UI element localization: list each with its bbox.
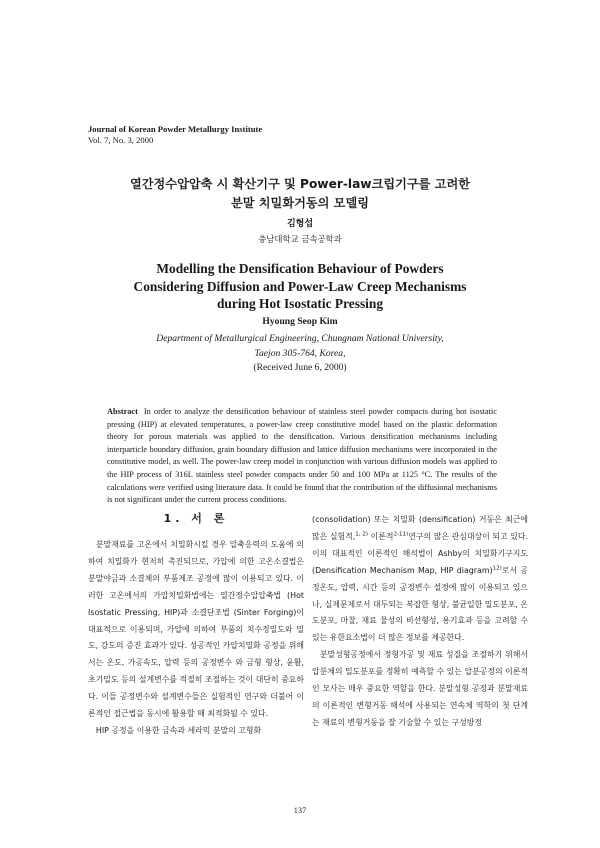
journal-volume: Vol. 7, No. 3, 2000	[88, 135, 154, 145]
reference-1: 1, 2)	[355, 531, 369, 538]
english-title-line3: during Hot Isostatic Pressing	[216, 296, 384, 311]
right-p1-part-d: 로서 공정온도, 압력, 시간 등의 공정변수 설정에 많이 이용되고 있으나, 실제문제로서 대두되는 복잡한 형상, 불균일한 밀도분포, 온도분포, 마찰, 재료 물성의 비선형성, 용기효과 등을 고려할 수 있는 유한요소법이 더 많은 정보를 제공한다.	[312, 565, 528, 643]
right-p1-part-c: 연구의 많은 관심대상이 되고 있다. 이의 대표적인 이론적인 해석법이 Ashby의 치밀화기구지도 (Densification Mechanism Map, HIP diagram)	[312, 531, 528, 575]
reference-3: 12)	[492, 565, 502, 572]
left-column	[88, 537, 304, 740]
right-column	[312, 512, 528, 732]
section-heading: 1. 서 론	[163, 512, 229, 525]
english-author: Hyoung Seop Kim	[262, 316, 338, 327]
english-title	[40, 260, 560, 313]
english-title-line2: Considering Diffusion and Power-Law Creep Mechanisms	[133, 278, 467, 294]
affiliation-line1: Department of Metallurgical Engineering, Chungnam National University,	[156, 333, 444, 344]
korean-title	[60, 175, 540, 213]
right-paragraph-2: 분말성형공정에서 정형가공 및 재료 성질을 조절하기 위해서 압분체의 밀도분포를 정확히 예측할 수 있는 압분공정의 이론적인 모사는 매우 중요한 역할을 한다. 분말성형 공정과 분말재료의 이론적인 변형거동 해석에 사용되는 연속체 역학의 첫 단계는 재료의 변형거동을 잘 기술할 수 있는 구성방정	[312, 650, 528, 727]
english-title-line1: Modelling the Densification Behaviour of Powders	[156, 261, 444, 276]
abstract	[107, 406, 497, 507]
abstract-text: In order to analyze the densification behaviour of stainless steel powder compacts during hot isostatic pressing (HIP) at elevated temperatures, a power-law creep constitutive model based on the plastic deformation theory for porous materials was applied to the densification. Various densification mechanisms including interparticle boundary diffusion, grain boundary diffusion and lattice diffusion mechanisms were incorporated in the constitutive model, as well. The power-law creep model in conjunction with various diffusion models was applied to the HIP process of 316L stainless steel powder compacts under 50 and 100 MPa at 1125 °C. The results of the calculations were verified using literature data. It could be found that the contribution of the diffusional mechanisms is not significant under the current process conditions.	[107, 407, 497, 505]
korean-title-line2: 분말 치밀화거동의 모델링	[231, 196, 369, 210]
left-paragraph-2: HIP 공정을 이용한 금속과 세라믹 분말의 고형화	[95, 725, 262, 735]
page-number: 137	[293, 806, 307, 815]
korean-title-line1: 열간정수압압축 시 확산기구 및 Power-law크립기구를 고려한	[129, 177, 470, 191]
english-affiliation	[60, 332, 540, 376]
right-paragraph-1	[312, 512, 528, 647]
affiliation-line2: Taejon 305-764, Korea,	[254, 347, 346, 359]
left-paragraph-1: 분말재료를 고온에서 치밀화시킬 경우 압축응력의 도움에 의하여 치밀화가 현저히 촉진되므로, 가압에 의한 고온소결법은 분말야금과 소결체의 부품제조 공정에 많이 이용되고 있다. 이러한 고온에서의 가압치밀화법에는 열간정수압압축법 (Hot Isostatic Pressing, HIP)과 소결단조법 (Sinter Forging)이 대표적으로 이용되며, 가압에 의하여 부품의 치수정밀도와 밀도, 강도의 증진 효과가 있다. 성공적인 가압치밀화 공정을 위해서는 온도, 가공속도, 압력 등의 공정변수 와 금형 형상, 윤활, 초기밀도 등의 설계변수를 적절히 조절하는 것이 대단히 중요하다. 이들 공정변수와 설계변수들은 실험적인 연구와 더불어 이론적인 접근법을 동시에 활용할 때 최적화될 수 있다.	[88, 540, 304, 719]
reference-2: 2-11)	[393, 531, 409, 538]
korean-affiliation: 충남대학교 금속공학과	[258, 234, 342, 244]
journal-header	[88, 124, 262, 146]
abstract-label: Abstract	[107, 407, 138, 416]
right-p1-part-b: 이론적	[368, 531, 394, 541]
right-p1-part-a: (consolidation) 또는 치밀화 (densification) 거동은 최근에 많은 실험적,	[312, 515, 528, 541]
journal-name: Journal of Korean Powder Metallurgy Institute	[88, 124, 263, 134]
korean-author: 김형섭	[286, 219, 314, 229]
received-date: (Received June 6, 2000)	[253, 362, 347, 373]
